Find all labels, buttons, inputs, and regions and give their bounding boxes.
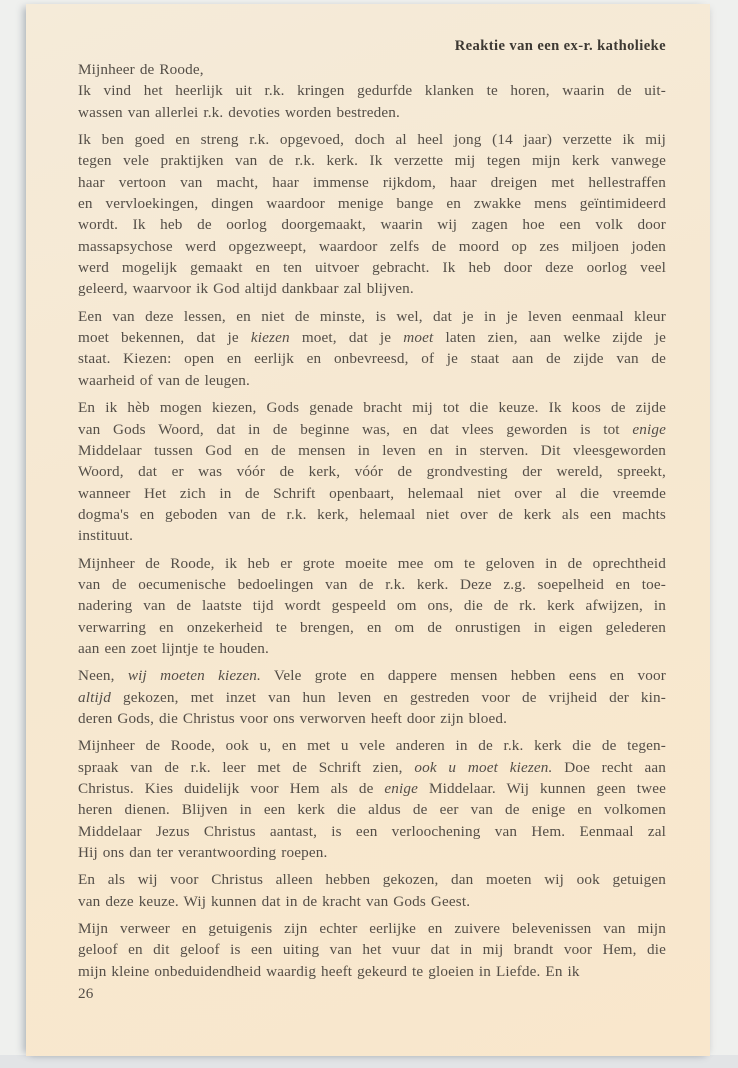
text-line	[78, 236, 666, 257]
text-line	[78, 708, 666, 729]
text-segment: van Gods Woord, dat in de beginne was, en dat vlees geworden is tot	[78, 420, 633, 438]
paragraph	[78, 553, 666, 660]
emphasized-text: enige	[632, 420, 666, 438]
text-line	[78, 961, 666, 982]
text-segment: laten zien, aan welke zijde je	[433, 329, 667, 347]
text-line	[78, 278, 666, 299]
text-line	[78, 869, 666, 890]
text-line	[78, 617, 666, 638]
paragraph	[78, 869, 666, 912]
text-line	[78, 59, 666, 80]
text-segment: van deze keuze. Wij kunnen dat in de kracht van Gods Geest.	[78, 892, 471, 910]
text-segment: nadering van de laatste tijd wordt gespeeld om ons, die de rk. kerk afwijzen, in	[78, 597, 666, 615]
text-line	[78, 595, 666, 616]
text-segment: Middelaar Jezus Christus aantast, is een verloochening van Hem. Eenmaal zal	[78, 822, 666, 840]
text-segment: Een van deze lessen, en niet de minste, is wel, dat je in je leven eenmaal kleur	[78, 307, 666, 325]
text-segment: gekozen, met inzet van hun leven en gestreden voor de vrijheid der kin-	[110, 688, 666, 706]
page-content	[78, 37, 666, 1004]
text-line	[78, 821, 666, 842]
text-segment: En ik hèb mogen kiezen, Gods genade bracht mij tot die keuze. Ik koos de zijde	[78, 399, 666, 417]
text-line	[78, 419, 666, 440]
text-line	[78, 842, 666, 863]
text-segment: Mijnheer de Roode, ik heb er grote moeite mee om te geloven in de oprechtheid	[78, 554, 666, 572]
text-line	[78, 918, 666, 939]
text-line	[78, 129, 666, 150]
text-segment: massapsychose werd opgezweept, waardoor zelfs de moord op zes miljoen joden	[78, 237, 666, 255]
body-text	[78, 59, 666, 982]
text-line	[78, 214, 666, 235]
text-segment: Middelaar. Wij kunnen geen twee	[418, 780, 667, 797]
paragraph	[78, 306, 666, 391]
text-segment: En als wij voor Christus alleen hebben gekozen, dan moeten wij ook getuigen	[78, 871, 666, 889]
text-line	[78, 778, 666, 799]
text-line	[78, 397, 666, 418]
text-segment: Mijn verweer en getuigenis zijn echter eerlijke en zuivere belevenissen van mijn	[78, 920, 666, 938]
text-segment: van de oecumenische bedoelingen van de r.k. kerk. Deze z.g. soepelheid en toe-	[78, 575, 666, 593]
emphasized-text: ook u moet kiezen.	[414, 758, 553, 776]
text-segment: aan een zoet lijntje te houden.	[78, 639, 269, 657]
text-segment: spraak van de r.k. leer met de Schrift zien,	[78, 758, 415, 776]
text-segment: Ik vind het heerlijk uit r.k. kringen gedurfde klanken te horen, waarin de uit-	[78, 82, 666, 100]
text-line	[78, 483, 666, 504]
scan-backdrop-bottom-strip	[0, 1055, 738, 1068]
text-segment: Mijnheer de Roode, ook u, en met u vele anderen in de r.k. kerk die de tegen-	[78, 737, 666, 755]
text-line	[78, 687, 666, 708]
paragraph	[78, 735, 666, 863]
text-segment: staat. Kiezen: open en eerlijk en onbevreesd, of je staat aan de zijde van de	[78, 350, 666, 368]
page-number: 26	[78, 985, 94, 1003]
emphasized-text: moet	[403, 329, 434, 347]
text-segment: werd mogelijk gemaakt en ten uitvoer gebracht. Ik heb door deze oorlog veel	[78, 259, 666, 277]
text-segment: deren Gods, die Christus voor ons verworven heeft door zijn bloed.	[78, 709, 508, 727]
text-segment: Hij ons dan ter verantwoording roepen.	[78, 844, 328, 862]
emphasized-text: altijd	[78, 688, 111, 706]
text-segment: tegen vele praktijken van de r.k. kerk. Ik verzette mij tegen mijn kerk vanwege	[78, 152, 666, 170]
running-head: Reaktie van een ex-r. katholieke	[454, 38, 666, 54]
text-segment: moet, dat je	[289, 329, 404, 347]
text-segment: Doe recht aan	[552, 758, 666, 776]
text-line	[78, 370, 666, 391]
text-segment: Neen,	[78, 667, 128, 685]
text-segment: en vervloekingen, dingen waardoor menige bange en zwakke mens geïntimideerd	[78, 195, 666, 213]
text-segment: geleerd, waarvoor ik God altijd dankbaar zal blijven.	[78, 280, 414, 298]
text-segment: wanneer Het zich in de Schrift openbaart, helemaal niet over al die vreemde	[78, 484, 666, 502]
text-line	[78, 939, 666, 960]
paragraph	[78, 59, 666, 123]
text-line	[78, 102, 666, 123]
text-segment: verwarring en onzekerheid te brengen, en om de onrustigen in eigen gelederen	[78, 618, 666, 636]
text-segment: Vele grote en dappere mensen hebben eens en voor	[260, 667, 666, 685]
book-page	[26, 4, 710, 1056]
text-segment: Christus. Kies duidelijk voor Hem als de	[78, 780, 385, 797]
text-line	[78, 348, 666, 369]
paragraph	[78, 665, 666, 729]
text-line	[78, 306, 666, 327]
emphasized-text: kiezen	[250, 329, 290, 347]
text-line	[78, 150, 666, 171]
text-line	[78, 327, 666, 348]
text-line	[78, 757, 666, 778]
text-segment: dogma's en geboden van de r.k. kerk, helemaal niet over de kerk als een machts	[78, 505, 666, 523]
text-line	[78, 665, 666, 686]
text-segment: wordt. Ik heb de oorlog doorgemaakt, waarin wij zagen hoe een volk door	[78, 216, 666, 234]
text-line	[78, 257, 666, 278]
text-segment: waarheid of van de leugen.	[78, 371, 250, 389]
text-line	[78, 638, 666, 659]
text-segment: wassen van allerlei r.k. devoties worden bestreden.	[78, 103, 400, 121]
text-segment: heren dienen. Blijven in een kerk die aldus de eer van de enige en volkomen	[78, 801, 666, 819]
text-line	[78, 574, 666, 595]
text-segment: mijn kleine onbeduidendheid waardig heeft gekeurd te gloeien in Liefde. En ik	[78, 962, 580, 980]
text-line	[78, 799, 666, 820]
text-line	[78, 172, 666, 193]
text-segment: moet bekennen, dat je	[78, 329, 251, 347]
text-segment: instituut.	[78, 527, 134, 545]
text-line	[78, 440, 666, 461]
text-line	[78, 525, 666, 546]
text-segment: Mijnheer de Roode,	[78, 61, 204, 78]
paragraph	[78, 397, 666, 546]
text-line	[78, 553, 666, 574]
text-segment: Woord, dat er was vóór de kerk, vóór de grondvesting der wereld, spreekt,	[78, 463, 666, 481]
text-line	[78, 80, 666, 101]
text-line	[78, 504, 666, 525]
text-line	[78, 891, 666, 912]
text-segment: geloof en dit geloof is een uiting van het vuur dat in mij brandt voor Hem, die	[78, 941, 666, 959]
paragraph	[78, 129, 666, 300]
paragraph	[78, 918, 666, 982]
text-segment: Ik ben goed en streng r.k. opgevoed, doch al heel jong (14 jaar) verzette ik mij	[78, 131, 666, 149]
text-segment: haar vertoon van macht, haar immense rijkdom, haar dreigen met hellestraffen	[78, 173, 666, 191]
text-line	[78, 193, 666, 214]
text-line	[78, 461, 666, 482]
emphasized-text: enige	[384, 780, 419, 797]
emphasized-text: wij moeten kiezen.	[127, 667, 261, 685]
text-segment: Middelaar tussen God en de mensen in leven en in sterven. Dit vleesgeworden	[78, 441, 666, 459]
text-line	[78, 735, 666, 756]
